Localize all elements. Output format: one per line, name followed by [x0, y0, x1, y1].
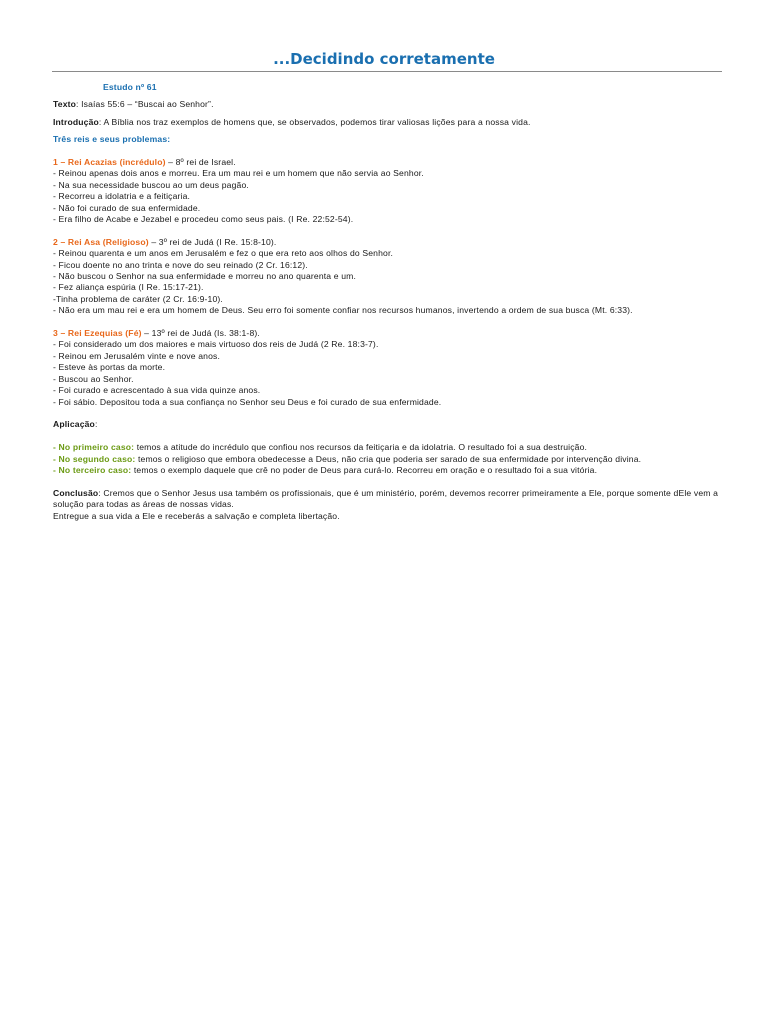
case-text: temos a atitude do incrédulo que confiou nos recursos da feitiçaria e da idolatria. O resultado foi a sua destruição.	[134, 442, 588, 453]
king-heading-line	[53, 328, 733, 339]
conclusao-paragraph	[53, 488, 733, 511]
king-heading-line	[53, 157, 733, 168]
list-item: - Não era um mau rei e era um homem de Deus. Seu erro foi somente confiar nos recursos humanos, invertendo a ordem de sua busca (Mt. 6:33).	[53, 305, 633, 316]
texto-line	[53, 99, 733, 110]
title-divider	[52, 71, 722, 72]
king-detail: – 13º rei de Judá (Is. 38:1-8).	[141, 328, 260, 339]
list-item: - Reinou em Jerusalém vinte e nove anos.	[53, 350, 220, 361]
texto-label: Texto	[53, 99, 77, 110]
list-item: - Esteve às portas da morte.	[53, 362, 166, 373]
list-item: - Buscou ao Senhor.	[53, 373, 134, 384]
list-item: -Tinha problema de caráter (2 Cr. 16:9-10).	[53, 293, 223, 304]
list-item: - Reinou apenas dois anos e morreu. Era um mau rei e um homem que não servia ao Senhor.	[53, 168, 424, 179]
list-item: - Ficou doente no ano trinta e nove do seu reinado (2 Cr. 16:12).	[53, 259, 308, 270]
aplicacao-heading	[53, 419, 733, 430]
list-item: - Não foi curado de sua enfermidade.	[53, 202, 201, 213]
list-item: - Fez aliança espúria (I Re. 15:17-21).	[53, 282, 204, 293]
king-detail: – 8º rei de Israel.	[165, 157, 236, 168]
aplicacao-suffix: :	[94, 419, 98, 430]
list-item: - Foi curado e acrescentado à sua vida quinze anos.	[53, 385, 261, 396]
list-item: - Na sua necessidade buscou ao um deus pagão.	[53, 179, 249, 190]
document-body	[53, 82, 733, 522]
king-heading: 3 – Rei Ezequias (Fé)	[53, 328, 142, 339]
king-heading: 2 – Rei Asa (Religioso)	[53, 236, 149, 247]
texto-value: : Isaías 55:6 – “Buscai ao Senhor”.	[76, 99, 214, 110]
case-label: - No segundo caso:	[53, 453, 136, 464]
case-text: temos o exemplo daquele que crê no poder de Deus para curá-lo. Recorreu em oração e o resultado foi a sua vitória.	[131, 464, 598, 475]
introducao-label: Introdução	[53, 116, 99, 127]
case-label: - No terceiro caso:	[53, 464, 132, 475]
aplicacao-label: Aplicação	[53, 419, 95, 430]
king-heading-line	[53, 237, 733, 248]
section-heading: Três reis e seus problemas:	[53, 134, 171, 145]
case-line	[53, 465, 733, 476]
study-number: Estudo nº 61	[103, 82, 157, 92]
case-text: temos o religioso que embora obedecesse a Deus, não cria que poderia ser sarado de sua enfermidade por intervenção divina.	[135, 453, 642, 464]
page-title: ...Decidindo corretamente	[273, 50, 495, 68]
king-detail: – 3º rei de Judá (I Re. 15:8-10).	[148, 236, 277, 247]
list-item: - Não buscou o Senhor na sua enfermidade e morreu no ano quarenta e um.	[53, 271, 357, 282]
case-label: - No primeiro caso:	[53, 442, 135, 453]
list-item: - Foi considerado um dos maiores e mais virtuoso dos reis de Judá (2 Re. 18:3-7).	[53, 339, 379, 350]
list-item: - Foi sábio. Depositou toda a sua confiança no Senhor seu Deus e foi curado de sua enfermidade.	[53, 396, 442, 407]
king-heading: 1 – Rei Acazias (incrédulo)	[53, 157, 166, 168]
introducao-line	[53, 117, 733, 128]
list-item: - Reinou quarenta e um anos em Jerusalém e fez o que era reto aos olhos do Senhor.	[53, 248, 394, 259]
case-line	[53, 454, 733, 465]
list-item: - Recorreu a idolatria e a feitiçaria.	[53, 191, 191, 202]
case-line	[53, 442, 733, 453]
list-item: - Era filho de Acabe e Jezabel e procedeu como seus pais. (I Re. 22:52-54).	[53, 214, 354, 225]
conclusao-label: Conclusão	[53, 487, 99, 498]
conclusao-text: : Cremos que o Senhor Jesus usa também os profissionais, que é um ministério, porém, devemos recorrer primeiramente a Ele, porque somente dEle vem a solução para todas as áreas de nossas vidas.	[53, 487, 719, 510]
conclusao-final: Entregue a sua vida a Ele e receberás a salvação e completa libertação.	[53, 510, 340, 521]
introducao-value: : A Bíblia nos traz exemplos de homens que, se observados, podemos tirar valiosas lições para a nossa vida.	[98, 116, 531, 127]
